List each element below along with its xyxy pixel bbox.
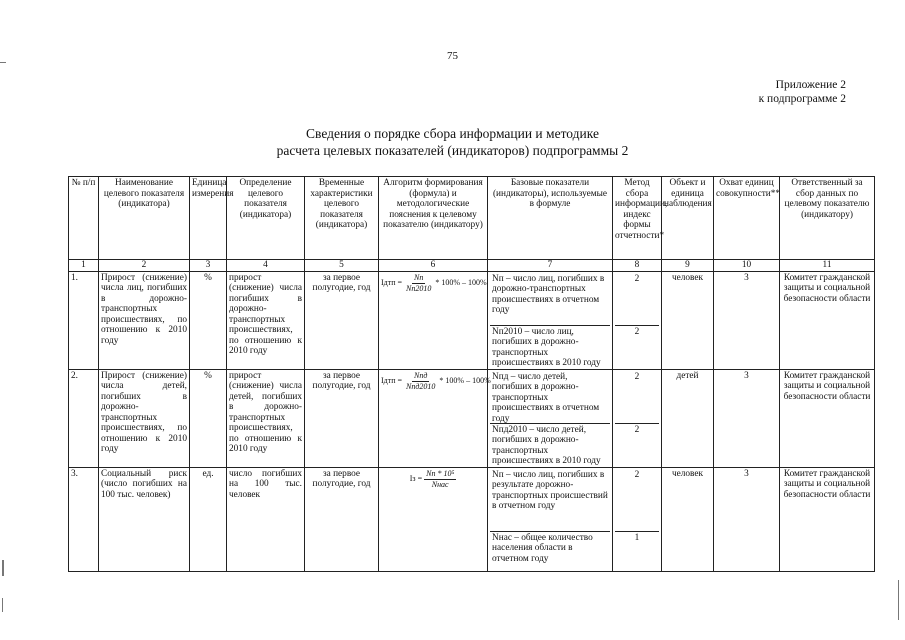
- coverage: 3: [714, 271, 780, 369]
- formula-denominator: Nнас: [431, 480, 449, 489]
- observation-object: человек: [662, 271, 714, 369]
- formula-rhs: * 100% – 100%: [439, 376, 491, 386]
- unit: %: [190, 369, 227, 467]
- responsible: Комитет гражданской защиты и социальной безопасности области: [780, 369, 875, 467]
- header-row: [69, 177, 875, 260]
- column-number: 6: [379, 260, 488, 272]
- header-cell: Ответственный за сбор данных по целевому показателю (индикатору): [780, 177, 875, 260]
- method-code: 1: [634, 532, 640, 543]
- column-number: 3: [190, 260, 227, 272]
- scan-edge-mark: [898, 580, 899, 620]
- unit: ед.: [190, 467, 227, 571]
- document-title: [0, 125, 905, 159]
- column-number: 1: [69, 260, 99, 272]
- coverage: 3: [714, 467, 780, 571]
- formula-lhs: Iз =: [409, 474, 423, 484]
- appendix-line-2: к подпрограмме 2: [758, 93, 846, 105]
- column-number: 7: [488, 260, 613, 272]
- indicator-name: Социальный риск (число погибших на 100 тыс. человек): [99, 467, 190, 571]
- title-line-2: расчета целевых показателей (индикаторов) подпрограммы 2: [276, 143, 629, 158]
- row-number: 1.: [69, 271, 99, 369]
- observation-object: человек: [662, 467, 714, 571]
- base-indicators: [488, 369, 613, 467]
- formula-cell: [379, 467, 488, 571]
- method-code: 2: [634, 326, 640, 337]
- formula: [381, 371, 491, 393]
- header-cell: Базовые показатели (индикаторы), используемые в формуле: [488, 177, 613, 260]
- formula: [381, 273, 487, 295]
- table-row: [69, 467, 875, 571]
- formula-cell: [379, 369, 491, 467]
- header-cell: Объект и единица наблюдения: [662, 177, 714, 260]
- formula-fraction: [404, 371, 437, 393]
- observation-object: детей: [662, 369, 714, 467]
- indicators-table: [68, 176, 875, 572]
- page-number: 75: [447, 50, 458, 62]
- header-cell: № п/п: [69, 177, 99, 260]
- column-number: 9: [662, 260, 714, 272]
- method-code: 2: [615, 469, 659, 532]
- responsible: Комитет гражданской защиты и социальной безопасности области: [780, 467, 875, 571]
- column-number: 8: [613, 260, 662, 272]
- formula-denominator: Nпд2010: [406, 382, 436, 391]
- base-indicator: Nпд2010 – число детей, погибших в дорожно-транспортных происшествиях в 2010 году: [492, 424, 601, 466]
- responsible: Комитет гражданской защиты и социальной безопасности области: [780, 271, 875, 369]
- column-number: 10: [714, 260, 780, 272]
- header-cell: Алгоритм формирования (формула) и методологические пояснения к целевому показателю (индикатору): [379, 177, 488, 260]
- header-cell: Метод сбора информации, индекс формы отчетности*: [613, 177, 662, 260]
- column-number: 4: [227, 260, 305, 272]
- coverage: 3: [714, 369, 780, 467]
- header-cell: Наименование целевого показателя (индикатора): [99, 177, 190, 260]
- table-row: [69, 271, 875, 369]
- definition: число погибших на 100 тыс. человек: [227, 467, 305, 571]
- indicator-name: Прирост (снижение) числа лиц, погибших в дорожно-транспортных происшествиях, по отношению к 2010 году: [99, 271, 190, 369]
- method-cell: [613, 271, 662, 369]
- method-cell: [613, 369, 662, 467]
- definition: прирост (снижение) числа погибших в дорожно-транспортных происшествиях, по отношению к 2010 году: [227, 271, 305, 369]
- formula-rhs: * 100% – 100%: [435, 278, 487, 288]
- title-line-1: Сведения о порядке сбора информации и методике: [306, 126, 599, 141]
- row-number: 3.: [69, 467, 99, 571]
- header-cell: Определение целевого показателя (индикатора): [227, 177, 305, 260]
- unit: %: [190, 271, 227, 369]
- base-indicator: Nп – число лиц, погибших в результате дорожно-транспортных происшествий в отчетном году: [490, 469, 610, 532]
- formula-numerator: Nп * 10⁵: [424, 469, 456, 481]
- formula-denominator: Nп2010: [406, 284, 432, 293]
- formula-cell: [379, 271, 488, 369]
- scan-edge-mark: [0, 62, 6, 63]
- base-indicator: Nп – число лиц, погибших в дорожно-транспортных происшествиях в отчетном году: [490, 273, 610, 326]
- appendix-note: [759, 78, 846, 106]
- formula-lhs: Iдтп =: [381, 278, 403, 288]
- column-number: 11: [780, 260, 875, 272]
- formula-fraction: [404, 273, 433, 295]
- column-number: 2: [99, 260, 190, 272]
- method-code: 2: [615, 273, 659, 326]
- column-number-row: [69, 260, 875, 272]
- base-indicators: [488, 271, 613, 369]
- header-cell: Охват единиц совокупности**: [714, 177, 780, 260]
- formula-fraction: [424, 469, 456, 491]
- formula: [410, 469, 456, 491]
- base-indicators: [488, 467, 613, 571]
- formula-numerator: Nп: [412, 273, 425, 285]
- method-code: 2: [634, 424, 640, 435]
- formula-numerator: Nпд: [412, 371, 429, 383]
- method-code: 2: [615, 371, 659, 424]
- appendix-line-1: Приложение 2: [775, 79, 846, 91]
- time-characteristics: за первое полугодие, год: [305, 369, 379, 467]
- time-characteristics: за первое полугодие, год: [305, 271, 379, 369]
- header-cell: Временные характеристики целевого показателя (индикатора): [305, 177, 379, 260]
- base-indicator: Nпд – число детей, погибших в дорожно-транспортных происшествиях в отчетном году: [490, 371, 610, 424]
- scan-edge-mark: [2, 560, 4, 576]
- indicator-name: Прирост (снижение) числа детей, погибших в дорожно-транспортных происшествиях, по отношению к 2010 году: [99, 369, 190, 467]
- column-number: 5: [305, 260, 379, 272]
- scan-edge-mark: [2, 598, 3, 612]
- definition: прирост (снижение) числа детей, погибших в дорожно-транспортных происшествиях, по отношению к 2010 году: [227, 369, 305, 467]
- base-indicator: Nп2010 – число лиц, погибших в дорожно-транспортных происшествиях в 2010 году: [492, 326, 601, 368]
- time-characteristics: за первое полугодие, год: [305, 467, 379, 571]
- method-cell: [613, 467, 662, 571]
- base-indicator: Nнас – общее количество населения области в отчетном году: [492, 532, 593, 564]
- table-row: [69, 369, 875, 467]
- formula-lhs: Iдтп =: [381, 376, 403, 386]
- header-cell: Единица измерения: [190, 177, 227, 260]
- row-number: 2.: [69, 369, 99, 467]
